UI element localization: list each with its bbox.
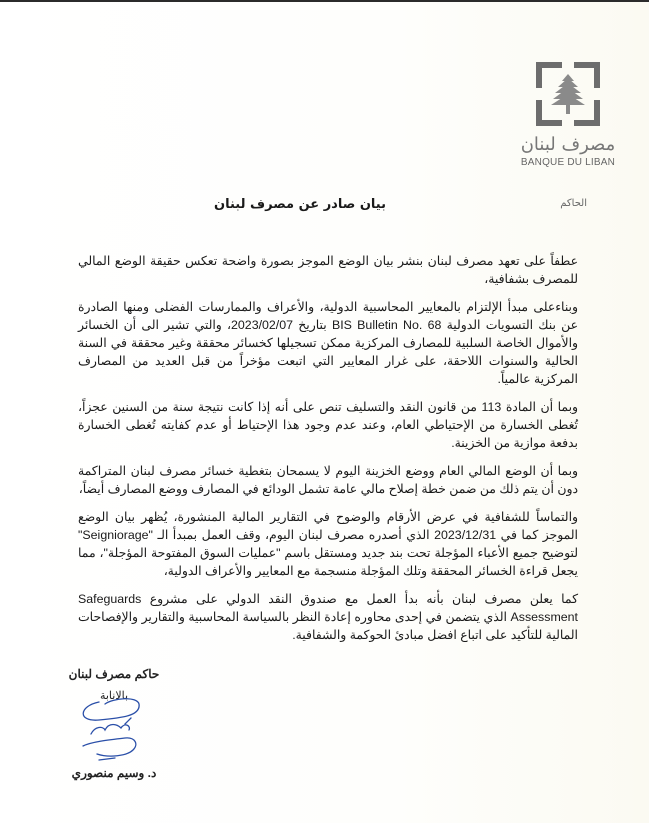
- document-body: [78, 252, 578, 654]
- paragraph: والتماساً للشفافية في عرض الأرقام والوضوح في التقارير المالية المنشورة، يُظهر بيان الوضع الموجز كما في 2023/12/31 الذي أصدره مصرف لبنان اليوم، وقف العمل بمبدأ الـ "Seigniorage" لتوضيح جميع الأعباء المؤجلة تحت بند جديد ومستقل باسم "عمليات السوق المفتوحة المؤجلة"، مما يجعل قراءة الخسائر المحققة وتلك المؤجلة منسجمة مع المعايير والأعراف الدولية،: [78, 510, 578, 578]
- paragraph: وبما أن الوضع المالي العام ووضع الخزينة اليوم لا يسمحان بتغطية خسائر مصرف لبنان المتراكمة دون أن يتم ذلك من ضمن خطة إصلاح مالي عامة تشمل الودائع في المصارف ووضع المصارف أيضاً،: [78, 464, 578, 496]
- document-page: [0, 2, 649, 823]
- signatory-title: حاكم مصرف لبنان: [68, 667, 160, 681]
- signature-block: [64, 667, 164, 780]
- document-title: بيان صادر عن مصرف لبنان: [214, 197, 386, 212]
- office-label: الحاكم: [560, 198, 587, 209]
- cedar-tree-icon: [550, 72, 586, 116]
- letterhead-logo: [512, 62, 632, 168]
- paragraph: وبناءعلى مبدأ الإلتزام بالمعايير المحاسبية الدولية، والأعراف والممارسات الفضلى ومنها الصادرة عن بنك التسويات الدولية BIS Bulletin No. 68 بتاريخ 2023/02/07، والتي تشير الى أن الخسائر والأموال الخاصة السلبية للمصارف المركزية ممكن تسجيلها كخسائر محققة وغير محققة في السنة الحالية والسنوات اللاحقة، على غرار المعايير التي اتبعت مؤخراً من قبل العديد من المصارف المركزية عالمياً.: [78, 300, 578, 386]
- delegation-label: بالانابة: [99, 690, 129, 702]
- paragraph: كما يعلن مصرف لبنان بأنه بدأ العمل مع صندوق النقد الدولي على مشروع Safeguards Assessment الذي يتضمن في إحدى محاوره إعادة النظر بالسياسة المحاسبية والتقارير والإفصاحات المالية للتأكيد على اتباع افضل مبادئ الحوكمة والشفافية.: [78, 592, 578, 642]
- bank-name-english: BANQUE DU LIBAN: [520, 157, 616, 168]
- signatory-name: د. وسيم منصوري: [71, 766, 157, 780]
- paragraph: عطفاً على تعهد مصرف لبنان بنشر بيان الوضع الموجز بصورة واضحة تعكس حقيقة الوضع المالي للمصرف بشفافية،: [78, 254, 578, 286]
- bank-name-arabic: مصرف لبنان: [520, 134, 616, 155]
- paragraph: وبما أن المادة 113 من قانون النقد والتسليف تنص على أنه إذا كانت نتيجة سنة من السنين عجزاً، تُغطى الخسارة من الإحتياطي العام، وعند عدم وجود هذا الإحتياط أو عدم كفايته تُغطى الخسارة بدفعة موازية من الخزينة.: [78, 400, 578, 450]
- handwritten-signature-icon: [69, 696, 159, 766]
- logo-frame: [536, 62, 600, 126]
